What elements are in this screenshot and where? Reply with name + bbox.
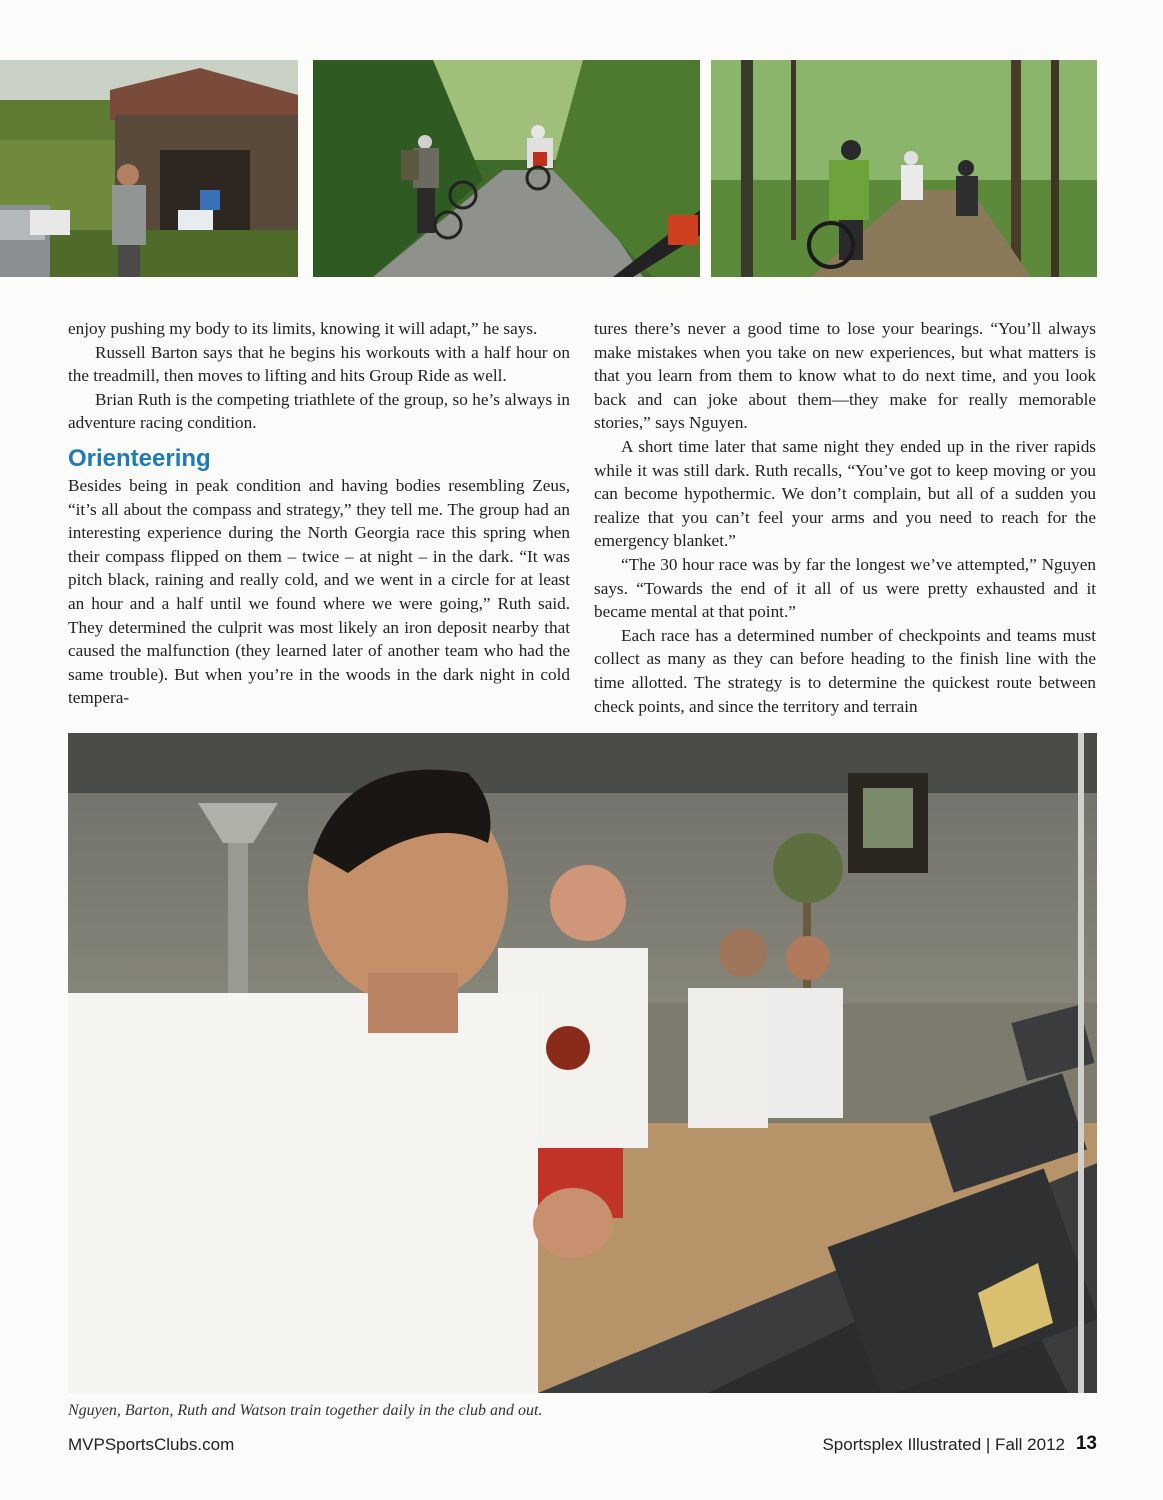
photo-cabin-with-man (0, 60, 298, 277)
paragraph: Russell Barton says that he begins his workouts with a half hour on the treadmill, then moves to lifting and hits Group Ride as well. (68, 342, 570, 386)
article-column-right (594, 317, 1096, 718)
photo-bikers-on-road (313, 60, 700, 277)
photo-caption: Nguyen, Barton, Ruth and Watson train together daily in the club and out. (68, 1402, 543, 1419)
section-heading: Orienteering (68, 444, 211, 472)
photo-bikers-in-forest (711, 60, 1097, 277)
paragraph: enjoy pushing my body to its limits, knowing it will adapt,” he says. (68, 319, 538, 338)
photo-men-on-treadmills (68, 733, 1097, 1393)
paragraph: Each race has a determined number of checkpoints and teams must collect as many as they can before heading to the finish line with the time allotted. The strategy is to determine the quickest route between check points, and since the territory and terrain (594, 625, 1096, 716)
paragraph: tures there’s never a good time to lose your bearings. “You’ll always make mistakes when you take on new experiences, but what matters is that you learn from them to know what to do next time, and you look back and can joke about them—they make for really memorable stories,” says Nguyen. (594, 319, 1096, 433)
article-column-left (68, 317, 570, 710)
paragraph: A short time later that same night they ended up in the river rapids while it was still dark. Ruth recalls, “You’ve got to keep moving or you can become hypothermic. We don’t complain, but all of a sudden you realize that you can’t feel your arms and you need to reach for the emergency blanket.” (594, 436, 1096, 551)
page-number: 13 (1075, 1433, 1097, 1454)
paragraph: Brian Ruth is the competing triathlete of the group, so he’s always in adventure racing condition. (68, 389, 570, 433)
footer-publication: Sportsplex Illustrated | Fall 2012 (822, 1435, 1065, 1454)
footer-website: MVPSportsClubs.com (68, 1435, 235, 1454)
paragraph: “The 30 hour race was by far the longest we’ve attempted,” Nguyen says. “Towards the end of it all of us were pretty exhausted and it became mental at that point.” (594, 554, 1096, 622)
paragraph: Besides being in peak condition and having bodies resembling Zeus, “it’s all about the compass and strategy,” they tell me. The group had an interesting experience during the North Georgia race this spring when their compass flipped on them – twice – at night – in the dark. “It was pitch black, raining and really cold, and we went in a circle for at least an hour and a half until we found where we were going,” Ruth said. They determined the culprit was most likely an iron deposit nearby that caused the malfunction (they learned later of another team who had the same trouble). But when you’re in the woods in the dark night in cold tempera- (68, 475, 570, 708)
